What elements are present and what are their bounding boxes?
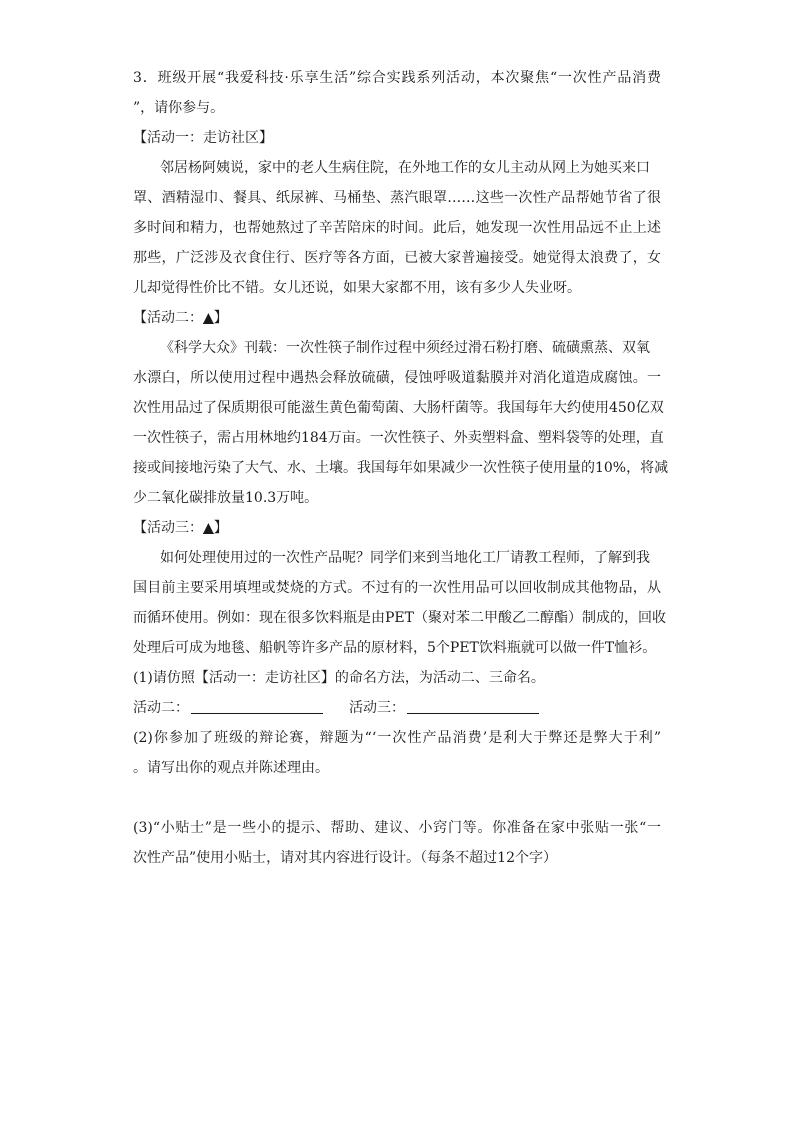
answer-blank-activity3[interactable]	[407, 699, 539, 714]
sub-question-3-line-2: 次性产品”使用小贴士，请对其内容进行设计。（每条不超过12个字）	[133, 850, 557, 866]
activity1-heading: 【活动一：走访社区】	[133, 130, 273, 146]
question-intro-line-2: ”，请你参与。	[133, 100, 225, 116]
activity3-line: 处理后可成为地毯、船帆等许多产品的原材料，5个PET饮料瓶就可以做一件T恤衫。	[133, 640, 657, 656]
sub-question-1: (1)请仿照【活动一：走访社区】的命名方法，为活动二、三命名。	[133, 670, 545, 686]
activity1-line: 儿却觉得性价比不错。女儿还说，如果大家都不用，该有多少人失业呀。	[133, 280, 581, 296]
activity2-line: 次性用品过了保质期很可能滋生黄色葡萄菌、大肠杆菌等。我国每年大约使用450亿双	[133, 400, 664, 416]
activity2-line: 接或间接地污染了大气、水、土壤。我国每年如果减少一次性筷子使用量的10%，将减	[133, 460, 669, 476]
activity2-line: 一次性筷子，需占用林地约184万亩。一次性筷子、外卖塑料盒、塑料袋等的处理，直	[133, 430, 664, 446]
activity3-line: 国目前主要采用填埋或焚烧的方式。不过有的一次性用品可以回收制成其他物品，从	[133, 580, 661, 596]
activity1-line: 那些，广泛涉及衣食住行、医疗等各方面，已被大家普遍接受。她觉得太浪费了，女	[133, 250, 661, 266]
activity3-heading-prefix: 【活动三：	[133, 520, 203, 536]
activity2-line: 《科学大众》刊载：一次性筷子制作过程中须经过滑石粉打磨、硫磺熏蒸、双氧	[160, 340, 650, 356]
sub-question-3-line-1: (3)“小贴士”是一些小的提示、帮助、建议、小窍门等。你准备在家中张贴一张“一	[133, 820, 661, 836]
activity3-line: 而循环使用。例如：现在很多饮料瓶是由PET（聚对苯二甲酸乙二醇酯）制成的，回收	[133, 610, 666, 626]
answer-line	[349, 698, 539, 718]
answer-blank-activity2[interactable]	[191, 699, 323, 714]
activity2-line: 水漂白，所以使用过程中遇热会释放硫磺，侵蚀呼吸道黏膜并对消化道造成腐蚀。一	[133, 370, 661, 386]
sub-question-2-line-1: (2)你参加了班级的辩论赛，辩题为“‘一次性产品消费’是利大于弊还是弊大于利”	[133, 730, 661, 746]
activity3-heading-suffix: 】	[213, 520, 228, 536]
activity3-line: 如何处理使用过的一次性产品呢？同学们来到当地化工厂请教工程师，了解到我	[160, 550, 650, 566]
activity2-line: 少二氧化碳排放量10.3万吨。	[133, 490, 319, 506]
activity1-line: 多时间和精力，也帮她熬过了辛苦陪床的时间。此后，她发现一次性用品远不止上述	[133, 220, 661, 236]
triangle-placeholder-icon: ▲	[203, 520, 214, 536]
activity2-heading-prefix: 【活动二：	[133, 310, 203, 326]
activity1-line: 邻居杨阿姨说，家中的老人生病住院，在外地工作的女儿主动从网上为她买来口	[160, 160, 650, 176]
question-intro-line-1: 3．班级开展“我爱科技·乐享生活”综合实践系列活动，本次聚焦“一次性产品消费	[133, 70, 661, 86]
activity3-heading	[133, 518, 228, 538]
answer-label-activity2: 活动二：	[133, 700, 189, 716]
activity1-line: 罩、酒精湿巾、餐具、纸尿裤、马桶垫、蒸汽眼罩……这些一次性产品帮她节省了很	[133, 190, 661, 206]
activity2-heading	[133, 308, 228, 328]
answer-line	[133, 698, 323, 718]
activity2-heading-suffix: 】	[213, 310, 228, 326]
answer-label-activity3: 活动三：	[349, 700, 405, 716]
triangle-placeholder-icon: ▲	[203, 310, 214, 326]
sub-question-2-line-2: 。请写出你的观点并陈述理由。	[133, 760, 329, 776]
